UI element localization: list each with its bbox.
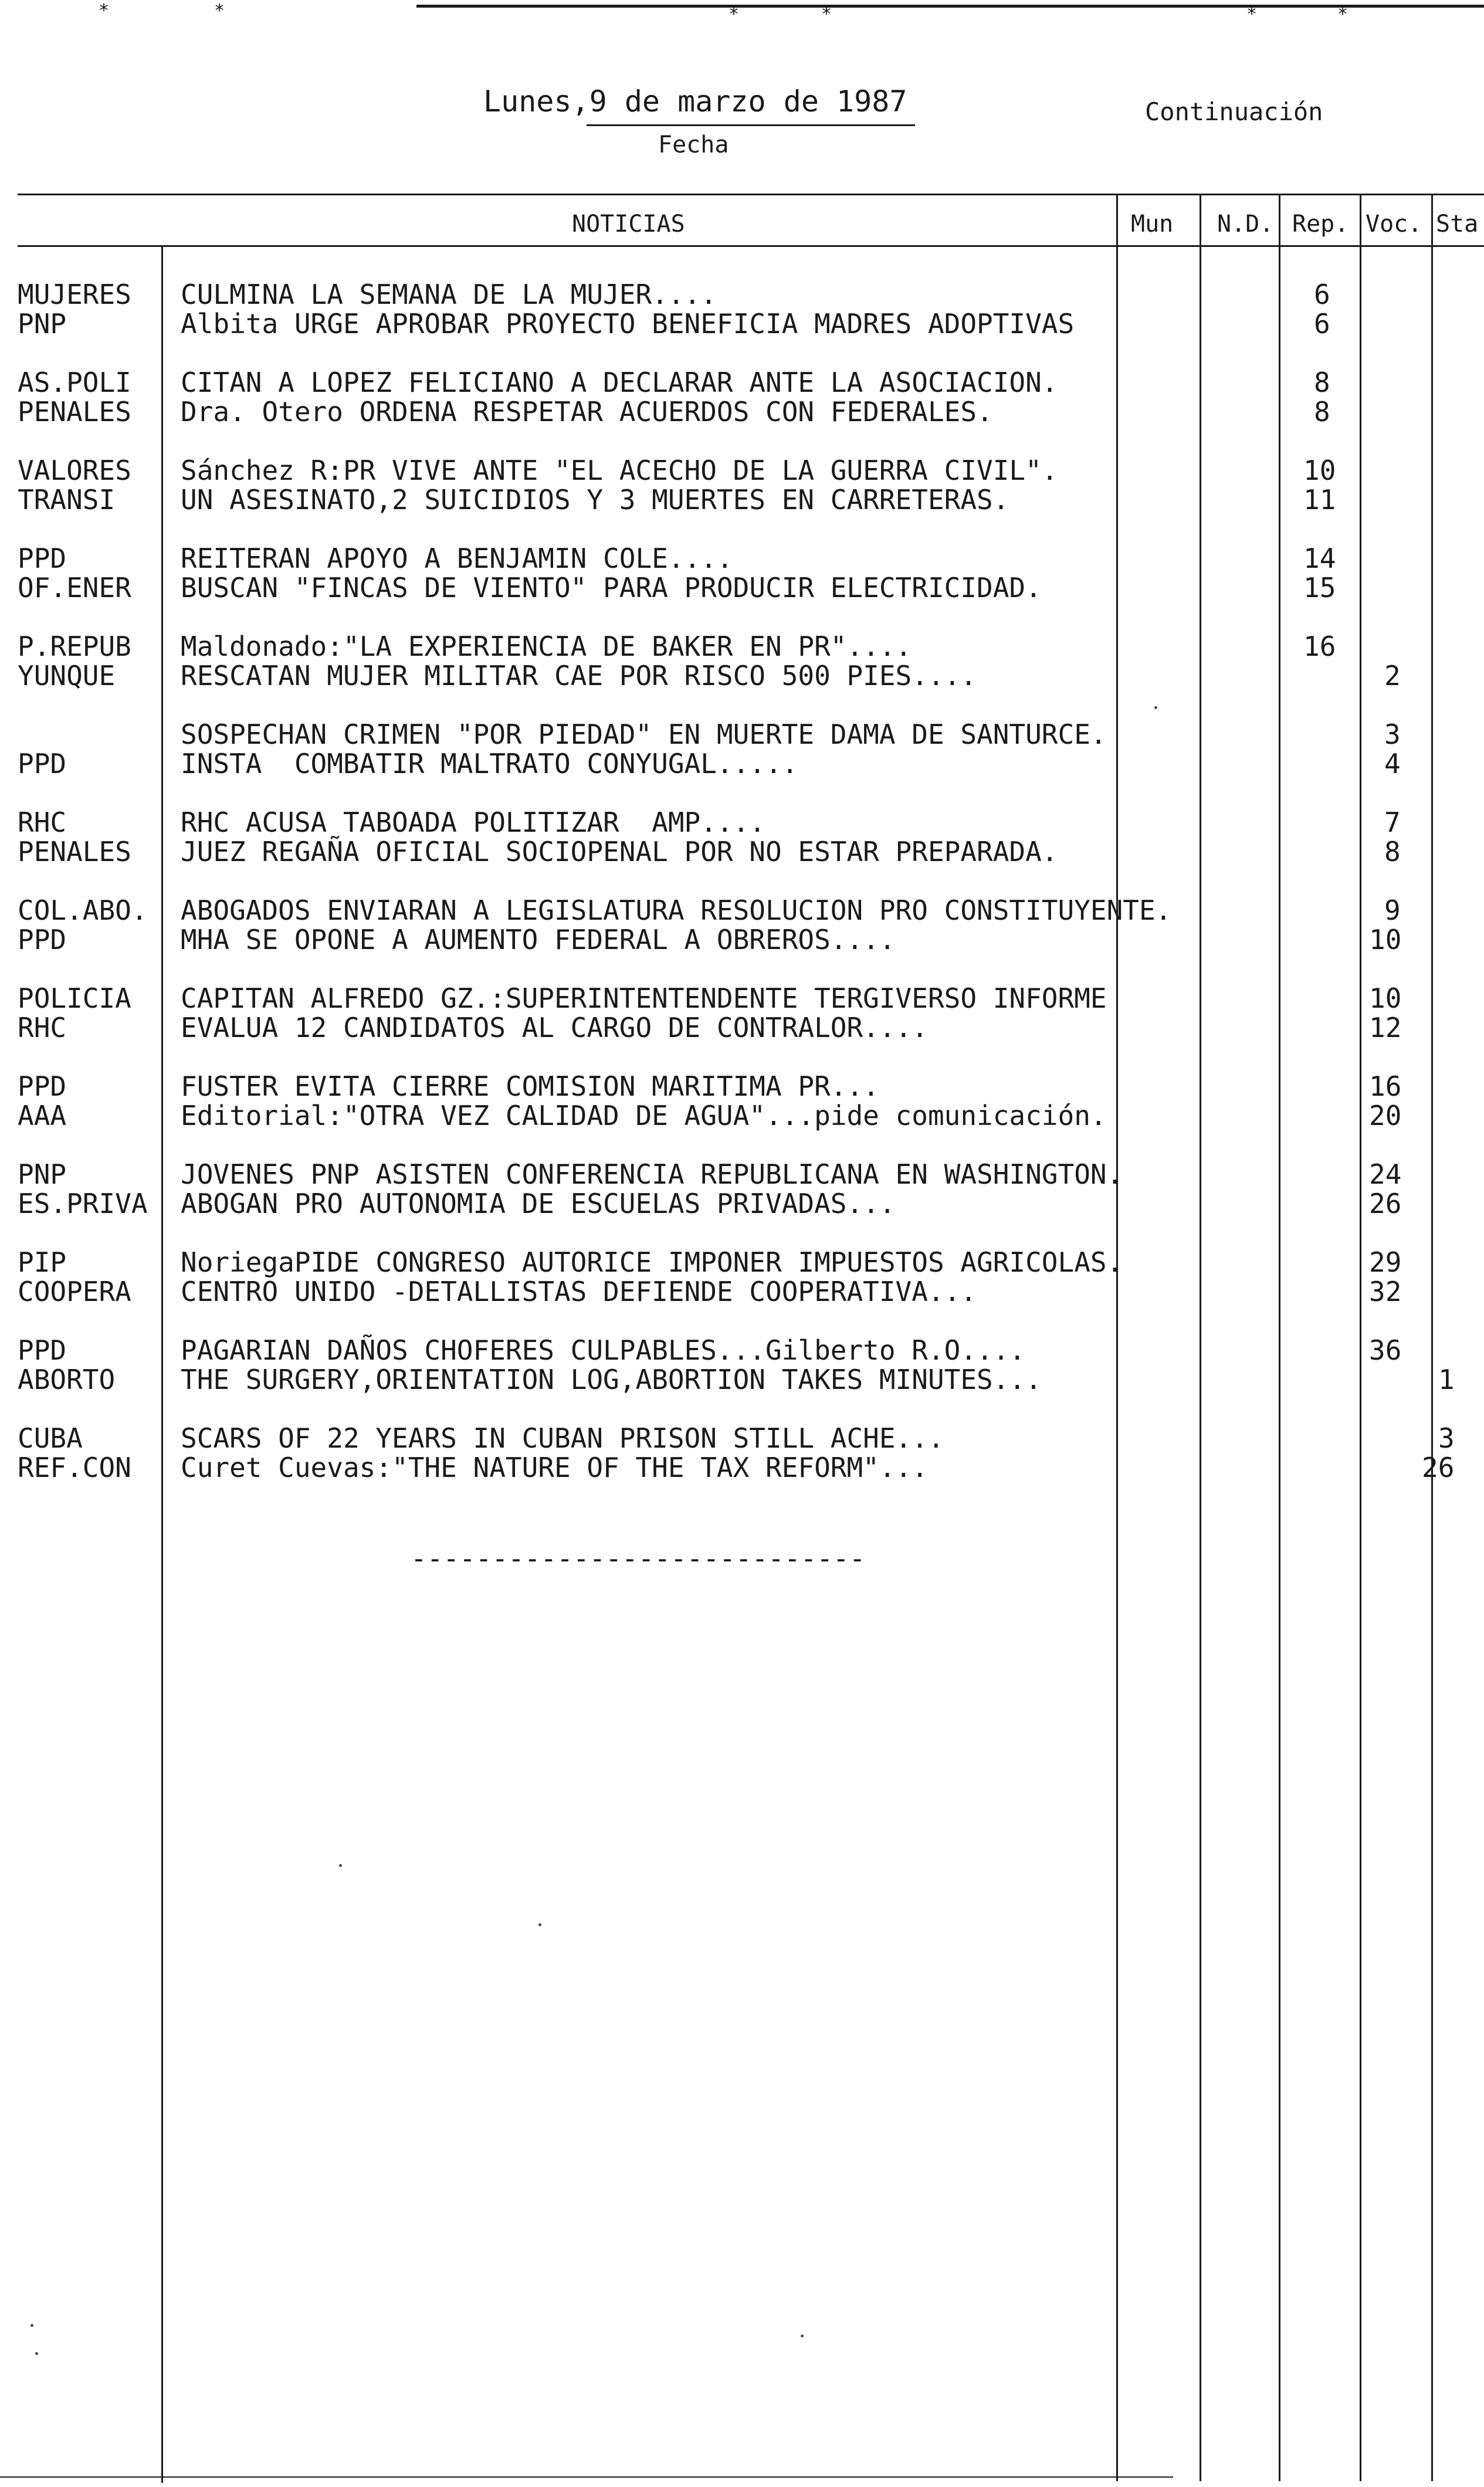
column-divider-sta [1431, 194, 1433, 2481]
top-edge-mark: * [1246, 4, 1258, 25]
row-category: MUJERES [18, 279, 131, 310]
row-category: AS.POLI [18, 367, 131, 398]
row-category: COL.ABO. [18, 894, 148, 926]
table-top-rule [18, 194, 1484, 195]
scan-speck [1154, 706, 1157, 709]
table-header-rule [18, 245, 1484, 247]
row-category: PENALES [18, 836, 131, 868]
row-headline: Dra. Otero ORDENA RESPETAR ACUERDOS CON FEDERALES. [181, 396, 993, 428]
row-category: OF.ENER [18, 572, 131, 604]
row-sta: 1 [1438, 1364, 1455, 1395]
row-rep: 16 [1303, 631, 1336, 662]
row-headline: CULMINA LA SEMANA DE LA MUJER.... [181, 279, 717, 310]
scan-speck [538, 1923, 541, 1926]
row-headline: FUSTER EVITA CIERRE COMISION MARITIMA PR... [181, 1070, 879, 1102]
row-sta: 3 [1438, 1422, 1455, 1454]
row-headline: THE SURGERY,ORIENTATION LOG,ABORTION TAKES MINUTES... [181, 1364, 1042, 1395]
row-headline: MHA SE OPONE A AUMENTO FEDERAL A OBREROS.... [181, 924, 896, 956]
row-voc: 20 [1369, 1100, 1402, 1131]
column-header-voc: Voc. [1366, 211, 1422, 238]
row-headline: Albita URGE APROBAR PROYECTO BENEFICIA MADRES ADOPTIVAS [181, 308, 1075, 340]
scan-speck [339, 1864, 342, 1867]
row-voc: 29 [1369, 1246, 1402, 1278]
row-rep: 6 [1314, 308, 1330, 340]
row-category: YUNQUE [18, 660, 116, 692]
row-category: VALORES [18, 455, 131, 486]
row-category: RHC [18, 807, 67, 838]
row-headline: PAGARIAN DAÑOS CHOFERES CULPABLES...Gilberto R.O.... [181, 1334, 1026, 1366]
row-category: PIP [18, 1246, 67, 1278]
row-headline: INSTA COMBATIR MALTRATO CONYUGAL..... [181, 748, 798, 780]
row-category: AAA [18, 1100, 67, 1131]
row-voc: 3 [1384, 719, 1401, 750]
document-date: Lunes,9 de marzo de 1987 [483, 84, 907, 118]
date-caption: Fecha [658, 131, 729, 158]
row-rep: 6 [1314, 279, 1330, 310]
column-header-noticias: NOTICIAS [572, 211, 685, 238]
row-category: RHC [18, 1012, 67, 1043]
top-edge-mark: * [99, 1, 110, 21]
scan-speck [31, 2324, 33, 2327]
row-category: PPD [18, 1334, 67, 1366]
row-category: REF.CON [18, 1452, 131, 1483]
column-divider-voc [1360, 194, 1361, 2481]
row-voc: 10 [1369, 924, 1402, 956]
column-divider-nd [1200, 194, 1201, 2481]
row-voc: 36 [1369, 1334, 1402, 1366]
row-headline: JUEZ REGAÑA OFICIAL SOCIOPENAL POR NO ESTAR PREPARADA. [181, 836, 1058, 868]
row-category: TRANSI [18, 484, 116, 516]
row-rep: 8 [1314, 396, 1330, 428]
row-category: PNP [18, 308, 67, 340]
column-header-mun: Mun [1131, 211, 1174, 238]
row-sta: 26 [1422, 1452, 1455, 1483]
row-headline: SCARS OF 22 YEARS IN CUBAN PRISON STILL ACHE... [181, 1422, 944, 1454]
top-edge-mark: * [729, 4, 740, 25]
row-headline: SOSPECHAN CRIMEN "POR PIEDAD" EN MUERTE DAMA DE SANTURCE. [181, 719, 1107, 750]
row-rep: 10 [1303, 455, 1336, 486]
row-category: CUBA [18, 1422, 83, 1454]
row-rep: 11 [1303, 484, 1336, 516]
row-headline: Sánchez R:PR VIVE ANTE "EL ACECHO DE LA GUERRA CIVIL". [181, 455, 1058, 486]
end-separator: ---------------------------- [411, 1543, 866, 1574]
row-headline: CENTRO UNIDO -DETALLISTAS DEFIENDE COOPERATIVA... [181, 1276, 977, 1307]
row-category: PPD [18, 748, 67, 780]
row-rep: 8 [1314, 367, 1330, 398]
row-headline: CAPITAN ALFREDO GZ.:SUPERINTENTENDENTE TERGIVERSO INFORME [181, 982, 1107, 1014]
row-headline: ABOGADOS ENVIARAN A LEGISLATURA RESOLUCION PRO CONSTITUYENTE. [181, 894, 1172, 926]
row-category: PPD [18, 543, 67, 574]
date-underline [587, 124, 915, 126]
column-header-rep: Rep. [1292, 211, 1349, 238]
top-edge-mark: * [1337, 4, 1349, 25]
row-headline: JOVENES PNP ASISTEN CONFERENCIA REPUBLICANA EN WASHINGTON. [181, 1158, 1123, 1190]
row-headline: Maldonado:"LA EXPERIENCIA DE BAKER EN PR".... [181, 631, 912, 662]
row-voc: 2 [1384, 660, 1401, 692]
row-voc: 8 [1384, 836, 1401, 868]
row-category: ABORTO [18, 1364, 116, 1395]
scan-speck [801, 2334, 804, 2337]
row-voc: 26 [1369, 1188, 1402, 1219]
bottom-rule [0, 2476, 1173, 2478]
row-voc: 16 [1369, 1070, 1402, 1102]
row-headline: ABOGAN PRO AUTONOMIA DE ESCUELAS PRIVADAS... [181, 1188, 896, 1219]
row-voc: 9 [1384, 894, 1401, 926]
row-category: ES.PRIVA [18, 1188, 148, 1219]
row-category: POLICIA [18, 982, 131, 1014]
row-rep: 15 [1303, 572, 1336, 604]
row-category: PPD [18, 1070, 67, 1102]
row-category: COOPERA [18, 1276, 131, 1307]
column-header-sta: Sta [1436, 211, 1479, 238]
row-category: PPD [18, 924, 67, 956]
row-voc: 32 [1369, 1276, 1402, 1307]
row-voc: 12 [1369, 1012, 1402, 1043]
scan-speck [35, 2352, 38, 2355]
row-category: PENALES [18, 396, 131, 428]
row-category: P.REPUB [18, 631, 131, 662]
row-headline: Editorial:"OTRA VEZ CALIDAD DE AGUA"...pide comunicación. [181, 1100, 1107, 1131]
column-divider-rep [1279, 194, 1280, 2481]
top-edge-mark: * [821, 4, 832, 25]
row-headline: Curet Cuevas:"THE NATURE OF THE TAX REFORM"... [181, 1452, 928, 1483]
row-rep: 14 [1303, 543, 1336, 574]
top-edge-mark: * [214, 1, 225, 21]
row-headline: CITAN A LOPEZ FELICIANO A DECLARAR ANTE LA ASOCIACION. [181, 367, 1058, 398]
top-edge-line [416, 5, 1484, 8]
row-headline: EVALUA 12 CANDIDATOS AL CARGO DE CONTRALOR.... [181, 1012, 928, 1043]
row-voc: 7 [1384, 807, 1401, 838]
row-headline: REITERAN APOYO A BENJAMIN COLE.... [181, 543, 733, 574]
row-voc: 24 [1369, 1158, 1402, 1190]
row-headline: RHC ACUSA TABOADA POLITIZAR AMP.... [181, 807, 765, 838]
row-voc: 10 [1369, 982, 1402, 1014]
column-header-nd: N.D. [1217, 211, 1274, 238]
continuation-label: Continuación [1145, 97, 1323, 126]
row-category: PNP [18, 1158, 67, 1190]
row-headline: UN ASESINATO,2 SUICIDIOS Y 3 MUERTES EN CARRETERAS. [181, 484, 1009, 516]
row-headline: RESCATAN MUJER MILITAR CAE POR RISCO 500 PIES.... [181, 660, 977, 692]
row-headline: NoriegaPIDE CONGRESO AUTORICE IMPONER IMPUESTOS AGRICOLAS. [181, 1246, 1123, 1278]
row-headline: BUSCAN "FINCAS DE VIENTO" PARA PRODUCIR ELECTRICIDAD. [181, 572, 1042, 604]
column-divider-category [161, 245, 163, 2483]
row-voc: 4 [1384, 748, 1401, 780]
column-divider-mun [1116, 194, 1118, 2481]
